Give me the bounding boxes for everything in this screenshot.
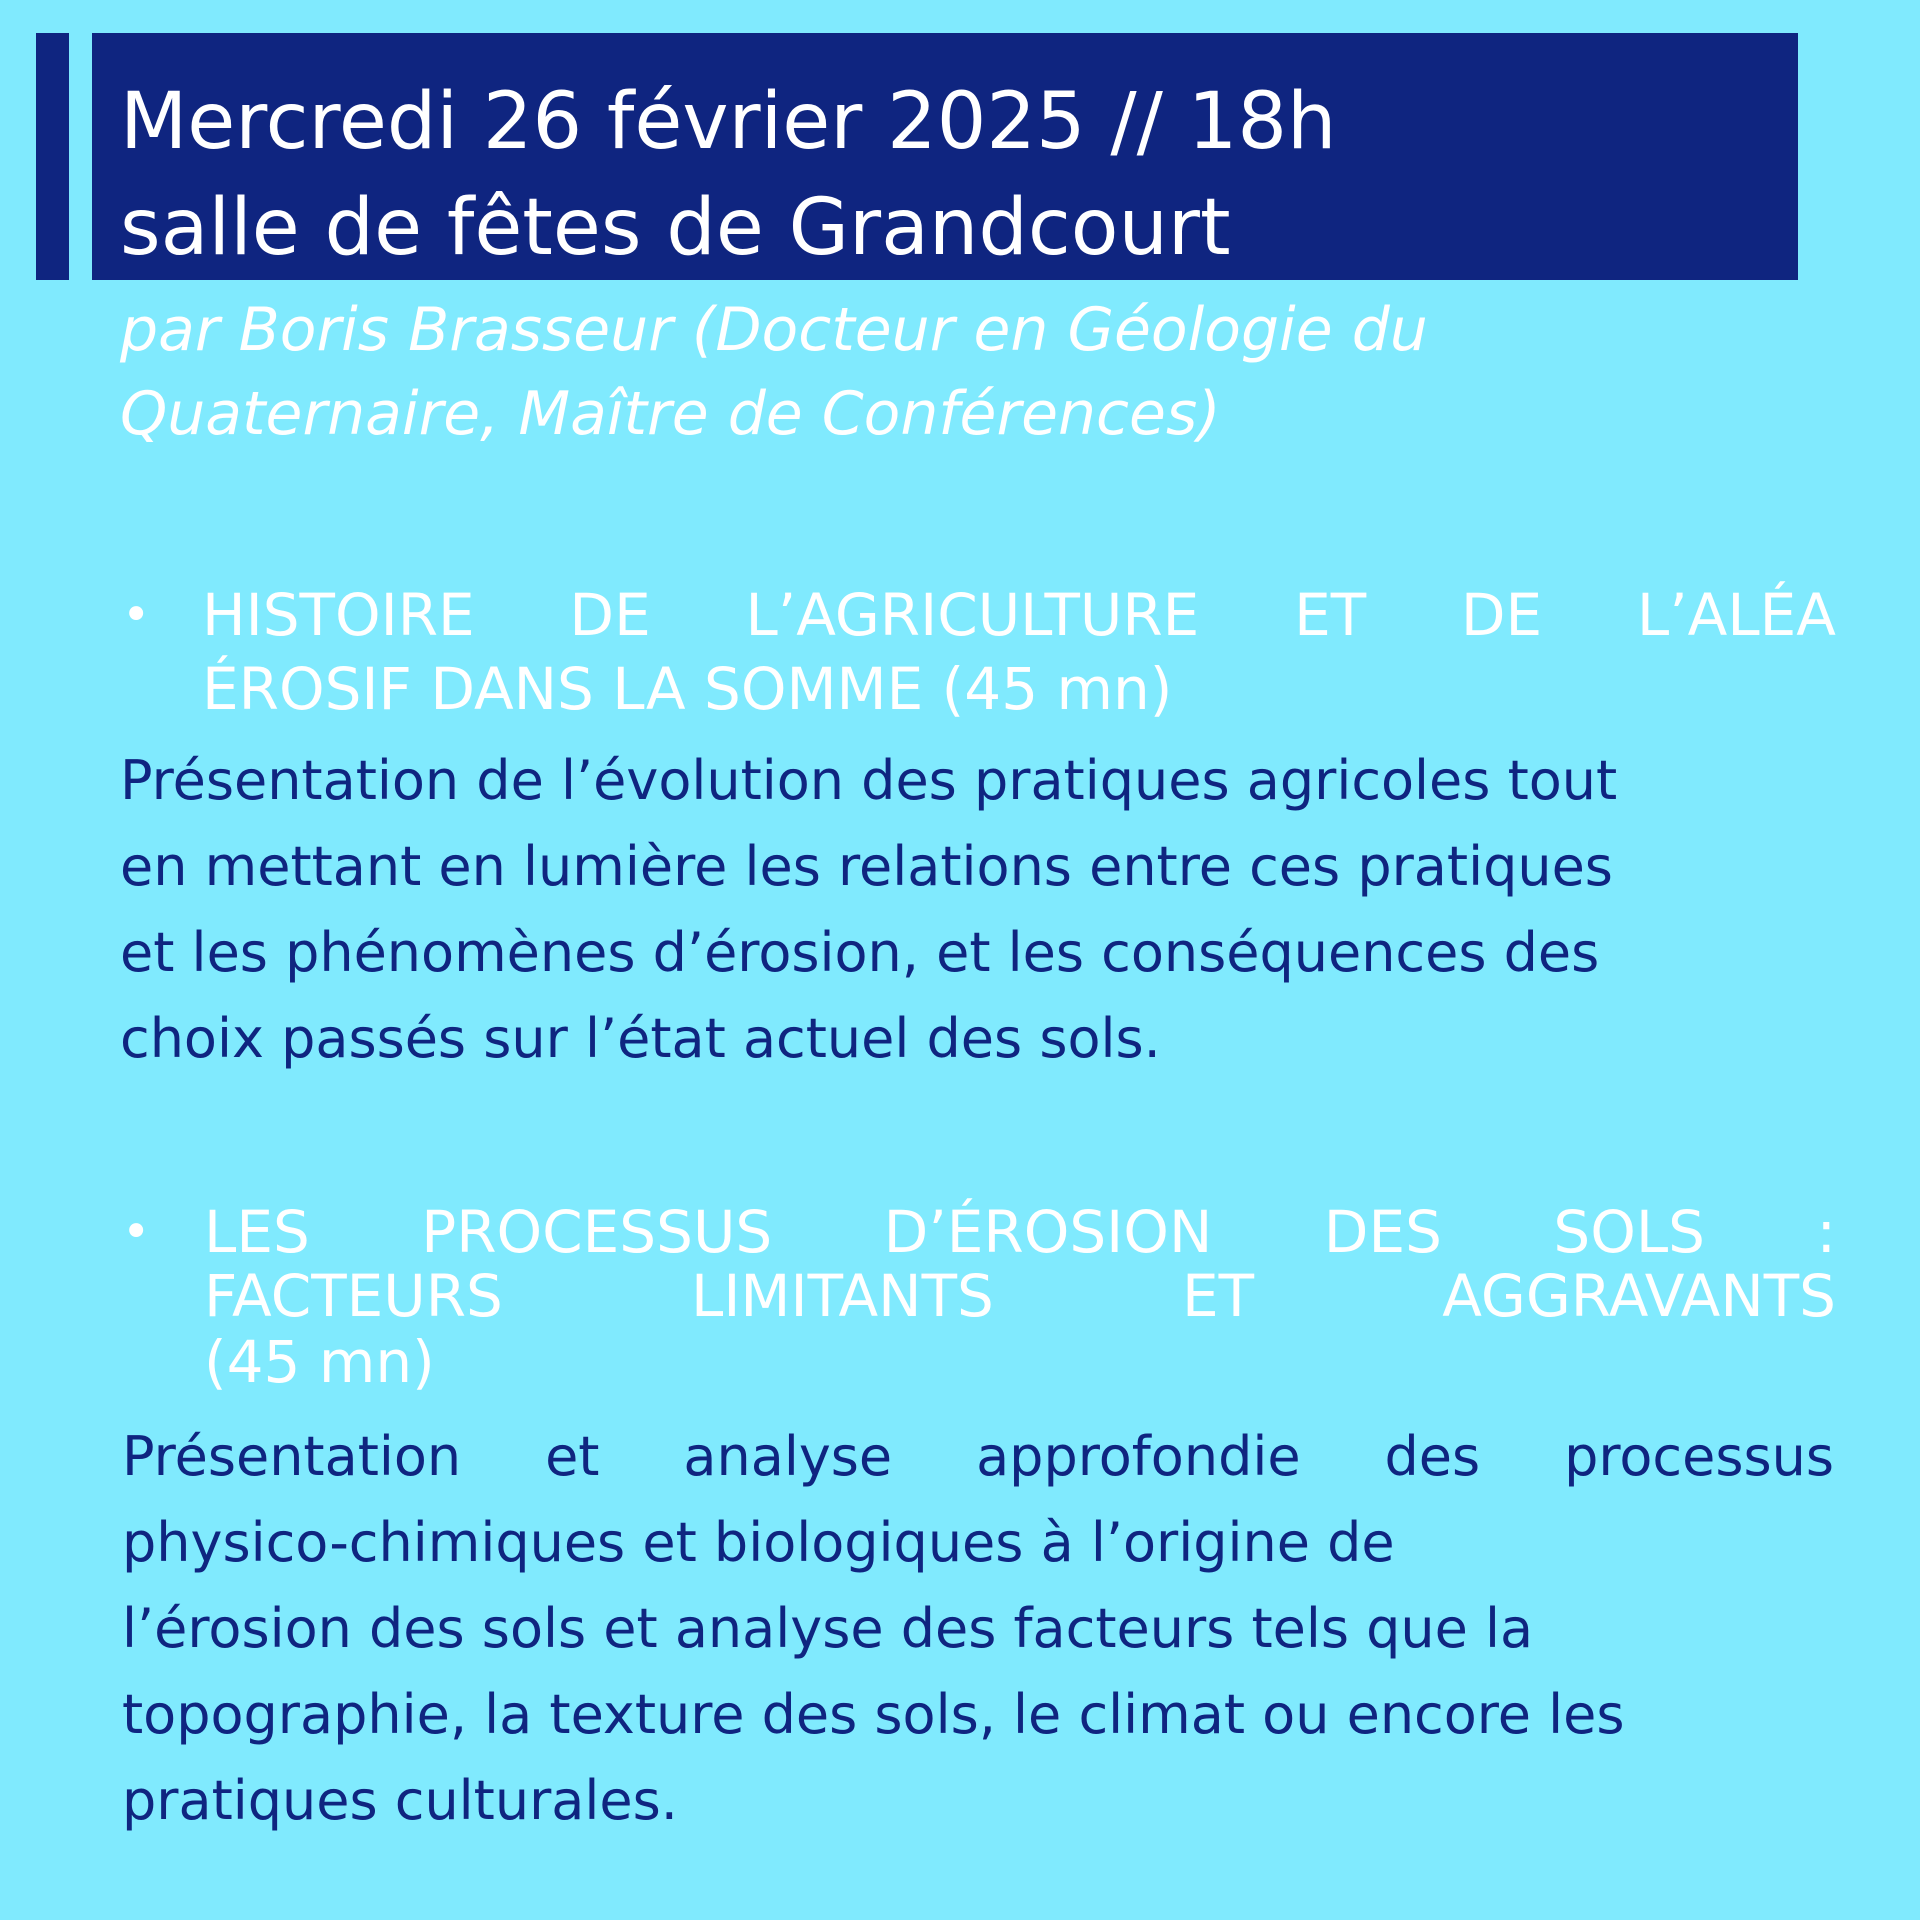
title-word: FACTEURS — [204, 1262, 503, 1330]
description-word: processus — [1564, 1425, 1834, 1488]
title-word: SOLS — [1553, 1198, 1705, 1266]
description-line: pratiques culturales. — [122, 1769, 678, 1832]
description-line: topographie, la texture des sols, le climat ou encore les — [122, 1683, 1625, 1746]
section-2-title-line-2 — [204, 1263, 1836, 1329]
section-2-title-line-3: (45 mn) — [204, 1328, 435, 1396]
title-word: D’ÉROSION — [883, 1198, 1213, 1266]
title-word: L’AGRICULTURE — [745, 581, 1200, 649]
title-word: ET — [1294, 581, 1367, 649]
description-word: Présentation — [122, 1425, 462, 1488]
description-line: Présentation de l’évolution des pratiques agricoles tout — [120, 749, 1618, 812]
bullet-icon: • — [122, 1204, 151, 1260]
event-date-time: Mercredi 26 février 2025 // 18h — [120, 77, 1337, 167]
speaker-line-1: par Boris Brasseur (Docteur en Géologie du — [120, 295, 1428, 365]
title-word: L’ALÉA — [1636, 581, 1836, 649]
section-1-description — [120, 738, 1836, 1082]
header-accent-bar — [36, 33, 69, 280]
description-line: physico-chimiques et biologiques à l’origine de — [122, 1511, 1395, 1574]
title-word: DE — [569, 581, 651, 649]
section-2-title — [122, 1195, 1836, 1405]
description-line — [122, 1414, 1834, 1500]
section-1-title-line-1 — [202, 578, 1836, 652]
description-line: et les phénomènes d’érosion, et les conséquences des — [120, 921, 1600, 984]
description-word: analyse — [683, 1425, 893, 1488]
title-word: LIMITANTS — [691, 1262, 994, 1330]
title-word: LES — [204, 1198, 310, 1266]
description-line: l’érosion des sols et analyse des facteurs tels que la — [122, 1597, 1534, 1660]
speaker-line-2: Quaternaire, Maître de Conférences) — [120, 379, 1221, 449]
section-1-title-line-2: ÉROSIF DANS LA SOMME (45 mn) — [202, 655, 1173, 723]
event-venue: salle de fêtes de Grandcourt — [120, 183, 1231, 273]
bullet-icon: • — [122, 587, 151, 643]
event-header — [92, 33, 1798, 280]
description-line: choix passés sur l’état actuel des sols. — [120, 1007, 1161, 1070]
speaker-credit — [120, 288, 1820, 456]
description-word: approfondie — [976, 1425, 1301, 1488]
section-1-title — [122, 578, 1836, 728]
description-word: et — [545, 1425, 600, 1488]
description-word: des — [1384, 1425, 1481, 1488]
title-word: ET — [1182, 1262, 1255, 1330]
title-word: HISTOIRE — [202, 581, 475, 649]
section-2-description — [122, 1414, 1834, 1844]
title-word: : — [1816, 1198, 1836, 1266]
description-line: en mettant en lumière les relations entre ces pratiques — [120, 835, 1613, 898]
title-word: DES — [1323, 1198, 1442, 1266]
title-word: DE — [1460, 581, 1543, 649]
title-word: AGGRAVANTS — [1442, 1262, 1836, 1330]
section-2-title-line-1 — [204, 1195, 1836, 1266]
title-word: PROCESSUS — [421, 1198, 773, 1266]
